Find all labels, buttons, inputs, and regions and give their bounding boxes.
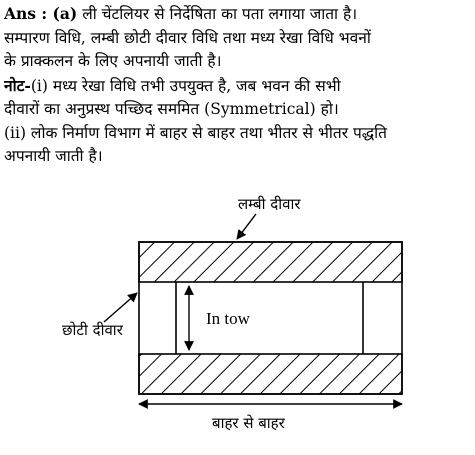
top-long-wall: [139, 242, 402, 282]
note-line-4: अपनायी जाती है।: [4, 147, 103, 165]
note-label: नोट-: [4, 75, 31, 95]
answer-option: (a): [52, 4, 78, 23]
in-to-in-label: In tow: [206, 309, 250, 328]
answer-line-1-text: ली चेंटलियर से निर्देषिता का पता लगाया जाता है।: [77, 5, 358, 23]
answer-line-3: के प्राक्कलन के लिए अपनायी जाती है।: [4, 52, 222, 70]
note-line-3: (ii) लोक निर्माण विभाग में बाहर से बाहर तथा भीतर से भीतर पद्धति: [4, 123, 387, 142]
bottom-long-wall: [139, 354, 402, 394]
long-wall-leader: [237, 214, 256, 239]
short-wall-label: छोटी दीवार: [62, 321, 123, 339]
note-line-2: दीवारों का अनुप्रस्थ पच्छिद सममित (Symmetrical) हो।: [4, 100, 339, 118]
outer-dimension-label: बाहर से बाहर: [212, 414, 285, 432]
answer-line-2: सम्पारण विधि, लम्बी छोटी दीवार विधि तथा मध्य रेखा विधि भवनों: [4, 28, 371, 47]
answer-prefix: Ans :: [4, 4, 53, 23]
long-wall-label: लम्बी दीवार: [238, 195, 301, 213]
note-point-1a: (i) मध्य रेखा विधि तभी उपयुक्त है, जब भवन की सभी: [30, 76, 341, 95]
short-wall-leader: [104, 293, 137, 322]
